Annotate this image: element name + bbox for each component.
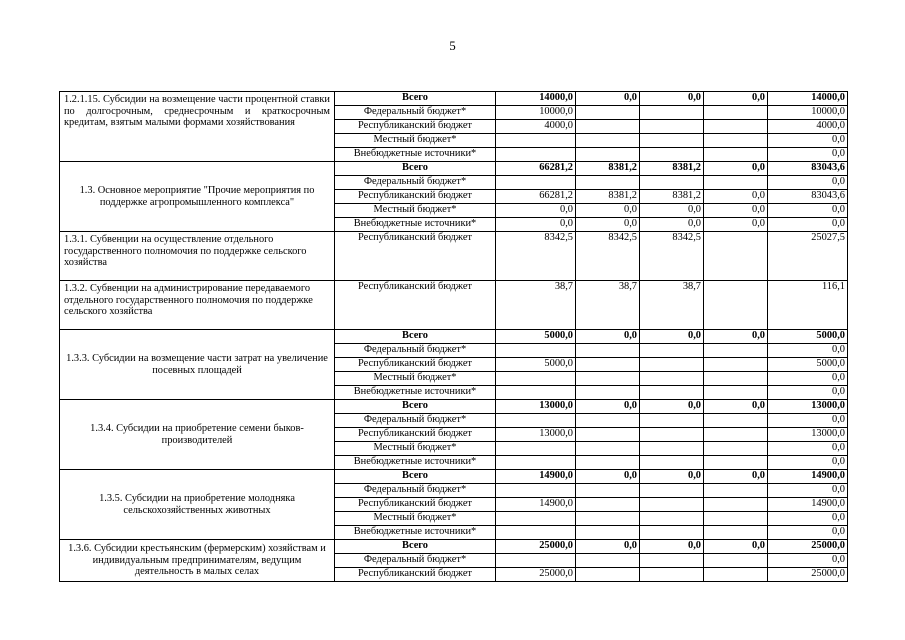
value-year-1: 66281,2 xyxy=(496,190,576,204)
value-total: 13000,0 xyxy=(768,428,848,442)
value-year-4 xyxy=(704,106,768,120)
value-total: 4000,0 xyxy=(768,120,848,134)
value-total: 0,0 xyxy=(768,484,848,498)
value-year-1 xyxy=(496,148,576,162)
value-year-3: 8342,5 xyxy=(640,232,704,281)
value-year-3: 0,0 xyxy=(640,400,704,414)
funding-source: Республиканский бюджет xyxy=(335,232,496,281)
funding-source: Местный бюджет* xyxy=(335,204,496,218)
value-year-2 xyxy=(576,442,640,456)
value-total: 25027,5 xyxy=(768,232,848,281)
measure-name: 1.2.1.15. Субсидии на возмещение части процентной ставки по долгосрочным, среднесрочным и краткосрочным кредитам, взятым малыми формами хозяйствования xyxy=(60,92,335,162)
funding-source: Федеральный бюджет* xyxy=(335,554,496,568)
value-year-3: 38,7 xyxy=(640,281,704,330)
funding-source: Всего xyxy=(335,470,496,484)
value-year-1: 38,7 xyxy=(496,281,576,330)
value-total: 5000,0 xyxy=(768,358,848,372)
funding-source: Местный бюджет* xyxy=(335,372,496,386)
value-year-2: 0,0 xyxy=(576,204,640,218)
value-year-4 xyxy=(704,484,768,498)
value-year-1: 8342,5 xyxy=(496,232,576,281)
funding-source: Местный бюджет* xyxy=(335,512,496,526)
budget-table xyxy=(59,91,848,582)
value-year-1 xyxy=(496,386,576,400)
value-year-1 xyxy=(496,372,576,386)
value-total: 83043,6 xyxy=(768,162,848,176)
value-year-3 xyxy=(640,176,704,190)
value-year-2 xyxy=(576,498,640,512)
value-year-1 xyxy=(496,456,576,470)
value-total: 0,0 xyxy=(768,218,848,232)
value-total: 0,0 xyxy=(768,414,848,428)
value-year-1 xyxy=(496,526,576,540)
value-year-2: 8381,2 xyxy=(576,162,640,176)
value-year-3 xyxy=(640,106,704,120)
value-year-4 xyxy=(704,386,768,400)
funding-source: Республиканский бюджет xyxy=(335,358,496,372)
value-year-4 xyxy=(704,358,768,372)
funding-source: Всего xyxy=(335,400,496,414)
value-year-3 xyxy=(640,428,704,442)
funding-source: Местный бюджет* xyxy=(335,134,496,148)
funding-source: Республиканский бюджет xyxy=(335,568,496,582)
value-year-1 xyxy=(496,554,576,568)
value-year-3 xyxy=(640,120,704,134)
value-year-1: 14900,0 xyxy=(496,470,576,484)
value-year-3 xyxy=(640,484,704,498)
value-year-3 xyxy=(640,512,704,526)
value-year-4 xyxy=(704,281,768,330)
value-year-4: 0,0 xyxy=(704,162,768,176)
value-year-4: 0,0 xyxy=(704,330,768,344)
funding-source: Федеральный бюджет* xyxy=(335,344,496,358)
value-total: 0,0 xyxy=(768,134,848,148)
value-year-4 xyxy=(704,120,768,134)
value-year-1: 10000,0 xyxy=(496,106,576,120)
value-year-4: 0,0 xyxy=(704,218,768,232)
value-year-2 xyxy=(576,134,640,148)
funding-source: Внебюджетные источники* xyxy=(335,456,496,470)
measure-name: 1.3.5. Субсидии на приобретение молодняка сельскохозяйственных животных xyxy=(60,470,335,540)
table-row xyxy=(60,470,848,484)
value-year-1: 66281,2 xyxy=(496,162,576,176)
value-year-3 xyxy=(640,498,704,512)
funding-source: Всего xyxy=(335,330,496,344)
value-year-2: 0,0 xyxy=(576,470,640,484)
value-year-4: 0,0 xyxy=(704,204,768,218)
value-total: 0,0 xyxy=(768,526,848,540)
value-year-1: 14900,0 xyxy=(496,498,576,512)
value-year-3: 0,0 xyxy=(640,204,704,218)
value-year-4 xyxy=(704,372,768,386)
value-year-4: 0,0 xyxy=(704,470,768,484)
value-year-3 xyxy=(640,554,704,568)
funding-source: Республиканский бюджет xyxy=(335,190,496,204)
value-total: 25000,0 xyxy=(768,540,848,554)
value-year-2 xyxy=(576,148,640,162)
value-total: 0,0 xyxy=(768,148,848,162)
value-year-3 xyxy=(640,344,704,358)
value-year-2 xyxy=(576,176,640,190)
measure-name: 1.3.2. Субвенции на администрирование передаваемого отдельного государственного полномочия по поддержке сельского хозяйства xyxy=(60,281,335,330)
value-year-3 xyxy=(640,386,704,400)
budget-table-body xyxy=(60,92,848,582)
value-year-4: 0,0 xyxy=(704,190,768,204)
value-year-4: 0,0 xyxy=(704,92,768,106)
value-total: 0,0 xyxy=(768,386,848,400)
value-total: 0,0 xyxy=(768,554,848,568)
value-total: 0,0 xyxy=(768,442,848,456)
value-year-2 xyxy=(576,554,640,568)
value-year-1: 0,0 xyxy=(496,218,576,232)
value-year-4 xyxy=(704,526,768,540)
value-year-1: 5000,0 xyxy=(496,330,576,344)
value-year-2 xyxy=(576,428,640,442)
value-year-2: 0,0 xyxy=(576,540,640,554)
value-year-4 xyxy=(704,498,768,512)
value-year-3: 0,0 xyxy=(640,92,704,106)
value-year-4 xyxy=(704,344,768,358)
value-year-2: 8342,5 xyxy=(576,232,640,281)
value-year-4 xyxy=(704,442,768,456)
value-year-3 xyxy=(640,372,704,386)
funding-source: Федеральный бюджет* xyxy=(335,414,496,428)
page-number: 5 xyxy=(449,38,456,53)
value-year-4: 0,0 xyxy=(704,540,768,554)
value-year-1 xyxy=(496,484,576,498)
value-year-4 xyxy=(704,568,768,582)
value-year-1 xyxy=(496,414,576,428)
value-total: 14000,0 xyxy=(768,92,848,106)
value-year-3 xyxy=(640,358,704,372)
value-total: 0,0 xyxy=(768,344,848,358)
value-total: 0,0 xyxy=(768,456,848,470)
funding-source: Федеральный бюджет* xyxy=(335,176,496,190)
table-row xyxy=(60,540,848,554)
value-year-2: 0,0 xyxy=(576,92,640,106)
table-row xyxy=(60,162,848,176)
value-year-1 xyxy=(496,512,576,526)
value-year-3 xyxy=(640,526,704,540)
value-total: 0,0 xyxy=(768,176,848,190)
funding-source: Всего xyxy=(335,162,496,176)
value-total: 25000,0 xyxy=(768,568,848,582)
value-total: 0,0 xyxy=(768,512,848,526)
value-year-4 xyxy=(704,512,768,526)
funding-source: Внебюджетные источники* xyxy=(335,218,496,232)
value-year-1: 13000,0 xyxy=(496,428,576,442)
value-year-1: 25000,0 xyxy=(496,568,576,582)
value-year-2: 0,0 xyxy=(576,400,640,414)
value-total: 10000,0 xyxy=(768,106,848,120)
measure-name: 1.3. Основное мероприятие "Прочие мероприятия по поддержке агропромышленного комплекса" xyxy=(60,162,335,232)
value-total: 116,1 xyxy=(768,281,848,330)
value-year-4 xyxy=(704,176,768,190)
value-year-1: 0,0 xyxy=(496,204,576,218)
value-year-4 xyxy=(704,554,768,568)
value-year-3: 0,0 xyxy=(640,218,704,232)
value-year-3: 0,0 xyxy=(640,540,704,554)
value-year-1 xyxy=(496,176,576,190)
value-year-2 xyxy=(576,358,640,372)
value-year-1 xyxy=(496,134,576,148)
value-year-3: 0,0 xyxy=(640,330,704,344)
value-year-4 xyxy=(704,148,768,162)
value-year-2 xyxy=(576,120,640,134)
measure-name: 1.3.3. Субсидии на возмещение части затрат на увеличение посевных площадей xyxy=(60,330,335,400)
funding-source: Федеральный бюджет* xyxy=(335,484,496,498)
value-year-1 xyxy=(496,442,576,456)
value-year-4: 0,0 xyxy=(704,400,768,414)
value-year-2 xyxy=(576,512,640,526)
value-year-4 xyxy=(704,134,768,148)
value-year-3: 0,0 xyxy=(640,470,704,484)
measure-name: 1.3.4. Субсидии на приобретение семени быков-производителей xyxy=(60,400,335,470)
value-year-3: 8381,2 xyxy=(640,162,704,176)
funding-source: Республиканский бюджет xyxy=(335,120,496,134)
value-year-3 xyxy=(640,134,704,148)
value-year-3 xyxy=(640,456,704,470)
funding-source: Республиканский бюджет xyxy=(335,281,496,330)
funding-source: Внебюджетные источники* xyxy=(335,386,496,400)
value-total: 83043,6 xyxy=(768,190,848,204)
funding-source: Республиканский бюджет xyxy=(335,498,496,512)
value-year-2 xyxy=(576,106,640,120)
funding-source: Внебюджетные источники* xyxy=(335,526,496,540)
measure-name: 1.3.6. Субсидии крестьянским (фермерским) хозяйствам и индивидуальным предпринимателям, ведущим деятельность в малых селах xyxy=(60,540,335,582)
value-year-1: 13000,0 xyxy=(496,400,576,414)
funding-source: Республиканский бюджет xyxy=(335,428,496,442)
measure-name: 1.3.1. Субвенции на осуществление отдельного государственного полномочия по поддержке сельского хозяйства xyxy=(60,232,335,281)
value-year-2: 0,0 xyxy=(576,218,640,232)
value-year-1: 14000,0 xyxy=(496,92,576,106)
value-year-2: 0,0 xyxy=(576,330,640,344)
value-total: 0,0 xyxy=(768,204,848,218)
value-year-2 xyxy=(576,568,640,582)
table-row xyxy=(60,281,848,330)
value-year-2: 38,7 xyxy=(576,281,640,330)
table-row xyxy=(60,92,848,106)
value-year-2 xyxy=(576,526,640,540)
value-year-4 xyxy=(704,428,768,442)
value-total: 13000,0 xyxy=(768,400,848,414)
value-year-3 xyxy=(640,568,704,582)
value-year-2 xyxy=(576,372,640,386)
value-year-3 xyxy=(640,442,704,456)
value-year-2 xyxy=(576,456,640,470)
value-total: 14900,0 xyxy=(768,498,848,512)
value-year-4 xyxy=(704,414,768,428)
funding-source: Федеральный бюджет* xyxy=(335,106,496,120)
value-total: 5000,0 xyxy=(768,330,848,344)
table-row xyxy=(60,330,848,344)
table-row xyxy=(60,232,848,281)
value-year-1 xyxy=(496,344,576,358)
funding-source: Местный бюджет* xyxy=(335,442,496,456)
value-year-4 xyxy=(704,232,768,281)
value-year-3 xyxy=(640,148,704,162)
value-year-3: 8381,2 xyxy=(640,190,704,204)
value-year-4 xyxy=(704,456,768,470)
table-row xyxy=(60,400,848,414)
funding-source: Внебюджетные источники* xyxy=(335,148,496,162)
value-year-1: 5000,0 xyxy=(496,358,576,372)
value-year-2 xyxy=(576,484,640,498)
value-year-2 xyxy=(576,344,640,358)
value-year-3 xyxy=(640,414,704,428)
value-total: 0,0 xyxy=(768,372,848,386)
value-total: 14900,0 xyxy=(768,470,848,484)
value-year-1: 4000,0 xyxy=(496,120,576,134)
value-year-2: 8381,2 xyxy=(576,190,640,204)
value-year-2 xyxy=(576,414,640,428)
value-year-1: 25000,0 xyxy=(496,540,576,554)
value-year-2 xyxy=(576,386,640,400)
funding-source: Всего xyxy=(335,92,496,106)
funding-source: Всего xyxy=(335,540,496,554)
